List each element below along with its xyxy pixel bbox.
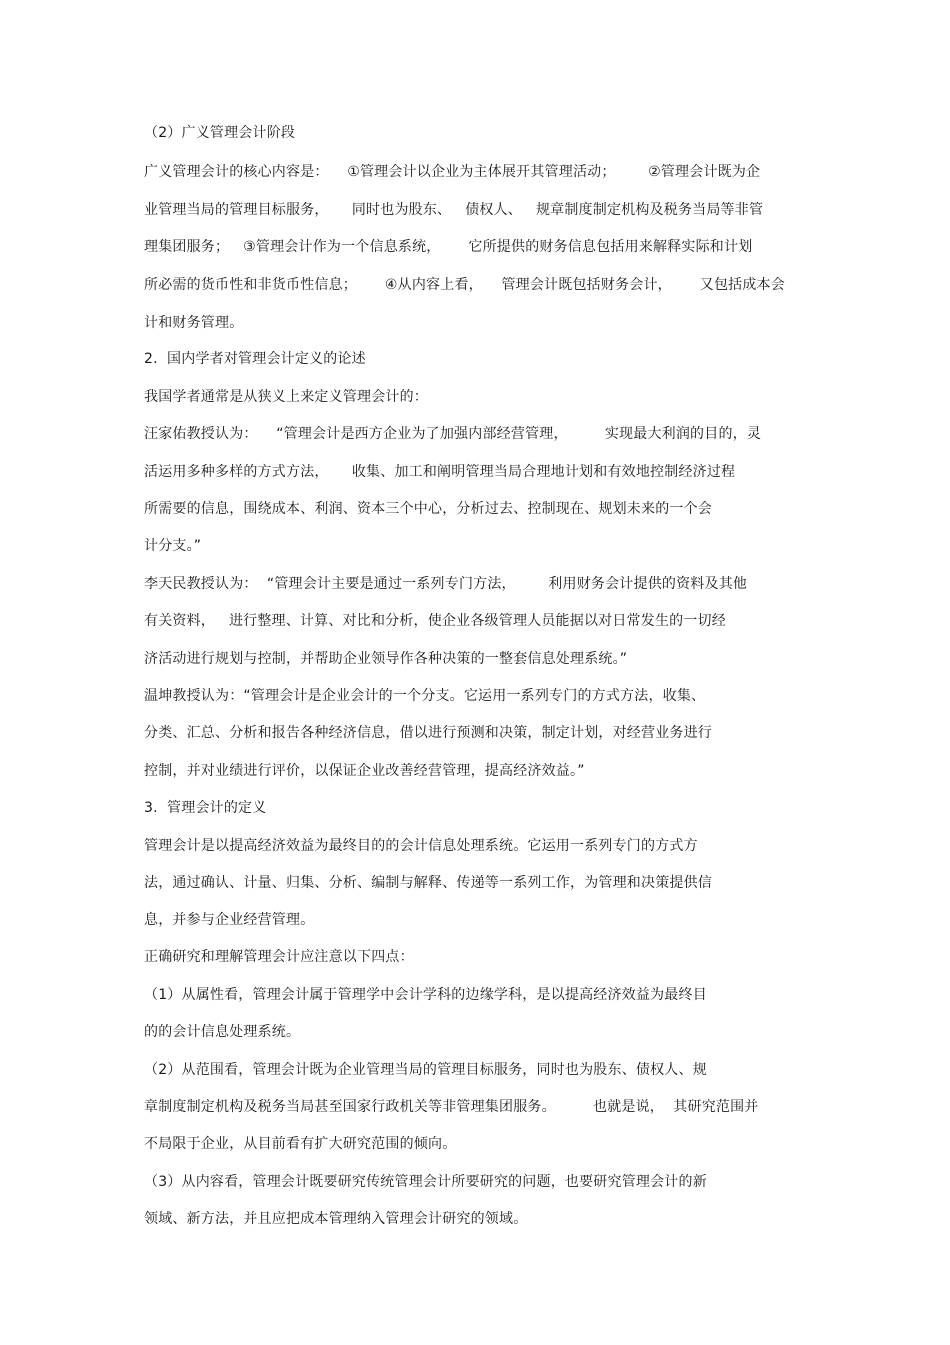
paragraph-line: 有关资料， 进行整理、计算、对比和分析，使企业各级管理人员能据以对日常发生的一切经 bbox=[144, 613, 726, 629]
paragraph-line: 广义管理会计的核心内容是： ①管理会计以企业为主体展开其管理活动； ②管理会计既为企 bbox=[144, 164, 761, 180]
paragraph-line: 所需要的信息，围绕成本、利润、资本三个中心，分析过去、控制现在、规划未来的一个会 bbox=[144, 501, 712, 517]
paragraph-line: 控制，并对业绩进行评价，以保证企业改善经营管理，提高经济效益。” bbox=[144, 763, 585, 779]
paragraph-line: 汪家佑教授认为： “管理会计是西方企业为了加强内部经营管理， 实现最大利润的目的，灵 bbox=[144, 426, 762, 442]
paragraph-line: 不局限于企业，从目前看有扩大研究范围的倾向。 bbox=[144, 1136, 457, 1152]
paragraph-line: （2）从范围看，管理会计既为企业管理当局的管理目标服务，同时也为股东、债权人、规 bbox=[144, 1062, 707, 1078]
paragraph-line: 管理会计是以提高经济效益为最终目的的会计信息处理系统。它运用一系列专门的方式方 bbox=[144, 838, 698, 854]
paragraph-line: 计和财务管理。 bbox=[144, 315, 244, 331]
paragraph-line: （3）从内容看，管理会计既要研究传统管理会计所要研究的问题，也要研究管理会计的新 bbox=[144, 1174, 707, 1190]
section-heading: 3. 管理会计的定义 bbox=[144, 800, 267, 816]
paragraph-line: 业管理当局的管理目标服务， 同时也为股东、 债权人、 规章制度制定机构及税务当局等非管 bbox=[144, 202, 764, 218]
section-heading: （2）广义管理会计阶段 bbox=[144, 125, 296, 141]
paragraph-line: 法，通过确认、计量、归集、分析、编制与解释、传递等一系列工作，为管理和决策提供信 bbox=[144, 875, 712, 891]
paragraph-line: 我国学者通常是从狭义上来定义管理会计的： bbox=[144, 389, 428, 405]
paragraph-line: （1）从属性看，管理会计属于管理学中会计学科的边缘学科，是以提高经济效益为最终目 bbox=[144, 987, 707, 1003]
paragraph-line: 息，并参与企业经营管理。 bbox=[144, 912, 315, 928]
paragraph-line: 正确研究和理解管理会计应注意以下四点： bbox=[144, 949, 414, 965]
paragraph-line: 温坤教授认为：“管理会计是企业会计的一个分支。它运用一系列专门的方式方法，收集、 bbox=[144, 688, 706, 704]
paragraph-line: 李天民教授认为： “管理会计主要是通过一系列专门方法， 利用财务会计提供的资料及其他 bbox=[144, 576, 748, 592]
paragraph-line: 领域、新方法，并且应把成本管理纳入管理会计研究的领域。 bbox=[144, 1211, 528, 1227]
paragraph-line: 济活动进行规划与控制，并帮助企业领导作各种决策的一整套信息处理系统。” bbox=[144, 651, 628, 667]
paragraph-line: 的的会计信息处理系统。 bbox=[144, 1024, 301, 1040]
paragraph-line: 所必需的货币性和非货币性信息； ④从内容上看， 管理会计既包括财务会计， 又包括成本会 bbox=[144, 277, 785, 293]
paragraph-line: 分类、汇总、分析和报告各种经济信息，借以进行预测和决策，制定计划，对经营业务进行 bbox=[144, 725, 712, 741]
paragraph-line: 活运用多种多样的方式方法， 收集、加工和阐明管理当局合理地计划和有效地控制经济过程 bbox=[144, 464, 736, 480]
paragraph-line: 计分支。” bbox=[144, 538, 202, 554]
paragraph-line: 理集团服务； ③管理会计作为一个信息系统， 它所提供的财务信息包括用来解释实际和计划 bbox=[144, 239, 753, 255]
section-heading: 2. 国内学者对管理会计定义的论述 bbox=[144, 351, 366, 367]
paragraph-line: 章制度制定机构及税务当局甚至国家行政机关等非管理集团服务。 也就是说， 其研究范围并 bbox=[144, 1099, 759, 1115]
